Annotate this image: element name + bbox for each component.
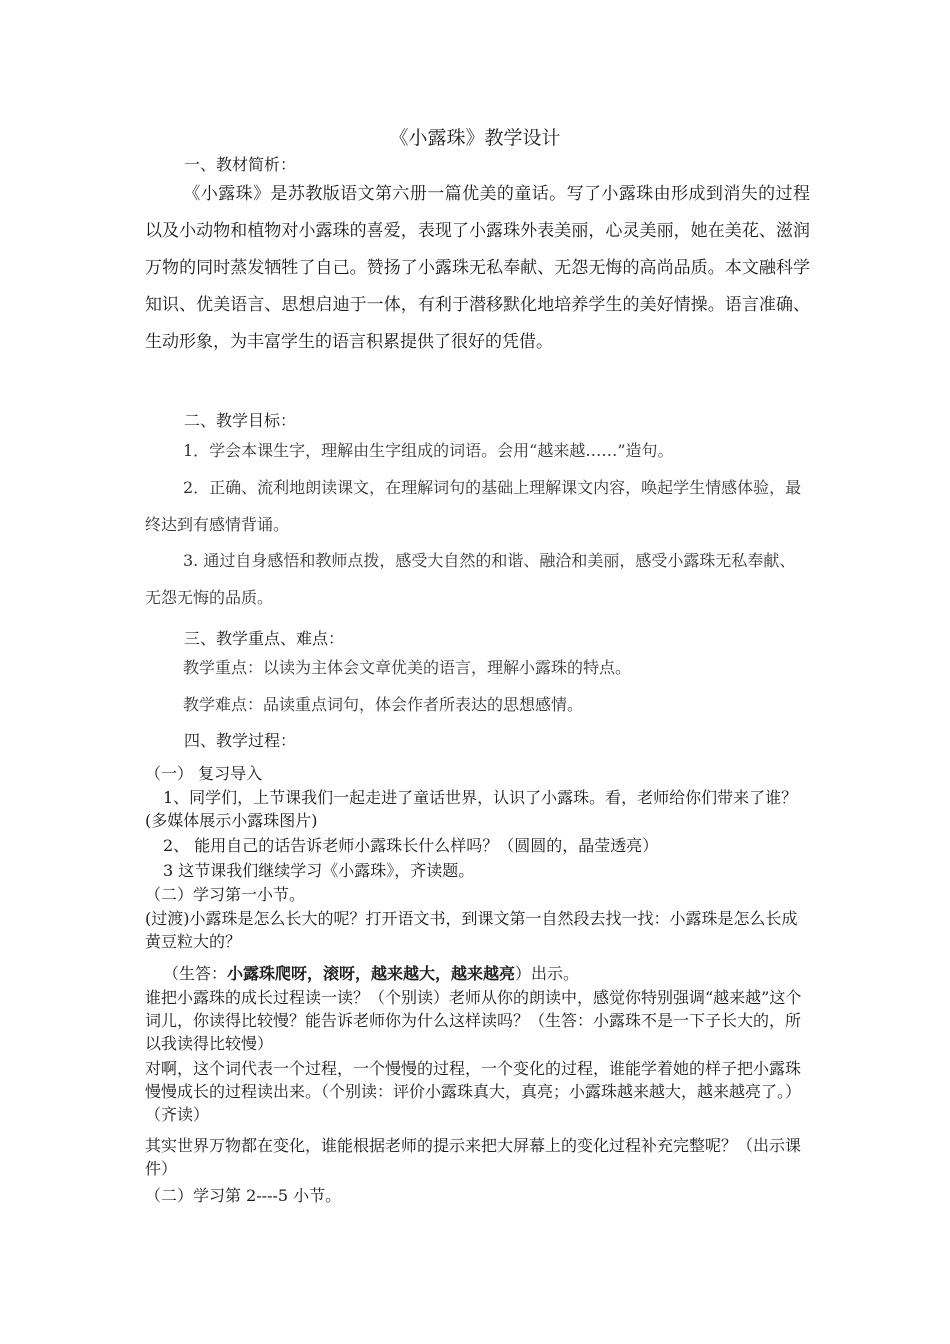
key-focus-text: 教学重点：以读为主体会文章优美的语言，理解小露珠的特点。	[183, 658, 632, 677]
key-focus	[145, 649, 810, 686]
answer-suffix: ）出示。	[515, 964, 580, 983]
process-line-2: 2、 能用自己的话告诉老师小露珠长什么样吗？（圆圆的，晶莹透亮）	[163, 836, 659, 855]
goal-1-text: 1．学会本课生字，理解由生字组成的词语。会用“越来越……”造句。	[183, 441, 674, 460]
process-line-process: 对啊，这个词代表一个过程，一个慢慢的过程，一个变化的过程，谁能学着她的样子把小露珠慢慢成长的过程读出来。（个别读：评价小露珠真大，真亮；小露珠越来越大，越来越亮了。）（齐读）	[145, 1059, 802, 1124]
process-step-first-section: （二）学习第一小节。	[145, 885, 306, 904]
process-line-1: 1、同学们，上节课我们一起走进了童话世界，认识了小露珠。看，老师给你们带来了谁？(多媒体展示小露珠图片)	[145, 788, 798, 830]
document-title: 《小露珠》教学设计	[389, 127, 561, 149]
process-step-sections-2-5: （二）学习第 2----5 小节。	[145, 1186, 342, 1205]
goal-3	[145, 542, 810, 616]
process-line-reading: 谁把小露珠的成长过程读一读？（个别读）老师从你的朗读中，感觉你特别强调“越来越”这个词儿，你读得比较慢？能告诉老师你为什么这样读吗？（生答：小露珠不是一下子长大的，所以我读得比较慢）	[145, 988, 802, 1053]
goal-3-text: 3. 通过自身感悟和教师点拨，感受大自然的和谐、融洽和美丽，感受小露珠无私奉献、无怨无悔的品质。	[145, 551, 796, 607]
analysis-paragraph	[145, 176, 810, 361]
section-heading-analysis: 一、教材简析：	[184, 155, 297, 174]
goal-2	[145, 469, 810, 543]
process-step-review: （一） 复习导入	[145, 764, 263, 783]
process-line-change: 其实世界万物都在变化，谁能根据老师的提示来把大屏幕上的变化过程补充完整呢？（出示课件）	[145, 1136, 802, 1178]
goal-1	[145, 432, 810, 469]
answer-bold: 小露珠爬呀，滚呀，越来越大，越来越亮	[227, 964, 516, 983]
section-heading-key-points: 三、教学重点、难点：	[184, 629, 345, 648]
goal-2-text: 2．正确、流利地朗读课文，在理解词句的基础上理解课文内容，唤起学生情感体验，最终达到有感情背诵。	[145, 478, 802, 534]
section-heading-process: 四、教学过程：	[184, 731, 297, 750]
process-line-3: 3 这节课我们继续学习《小露珠》，齐读题。	[163, 861, 475, 880]
key-difficulty	[145, 686, 810, 723]
key-difficulty-text: 教学难点：品读重点词句，体会作者所表达的思想感情。	[183, 695, 584, 714]
section-heading-goals: 二、教学目标：	[184, 411, 297, 430]
answer-prefix: （生答：	[163, 964, 228, 983]
process-line-transition: (过渡)小露珠是怎么长大的呢？打开语文书，到课文第一自然段去找一找：小露珠是怎么长成黄豆粒大的？	[145, 909, 798, 951]
analysis-text: 《小露珠》是苏教版语文第六册一篇优美的童话。写了小露珠由形成到消失的过程以及小动物和植物对小露珠的喜爱，表现了小露珠外表美丽，心灵美丽，她在美花、滋润万物的同时蒸发牺牲了自己。赞扬了小露珠无私奉献、无怨无悔的高尚品质。本文融科学知识、优美语言、思想启迪于一体，有利于潜移默化地培养学生的美好情操。语言准确、生动形象，为丰富学生的语言积累提供了很好的凭借。	[145, 184, 810, 352]
process-line-student-answer	[163, 962, 810, 985]
